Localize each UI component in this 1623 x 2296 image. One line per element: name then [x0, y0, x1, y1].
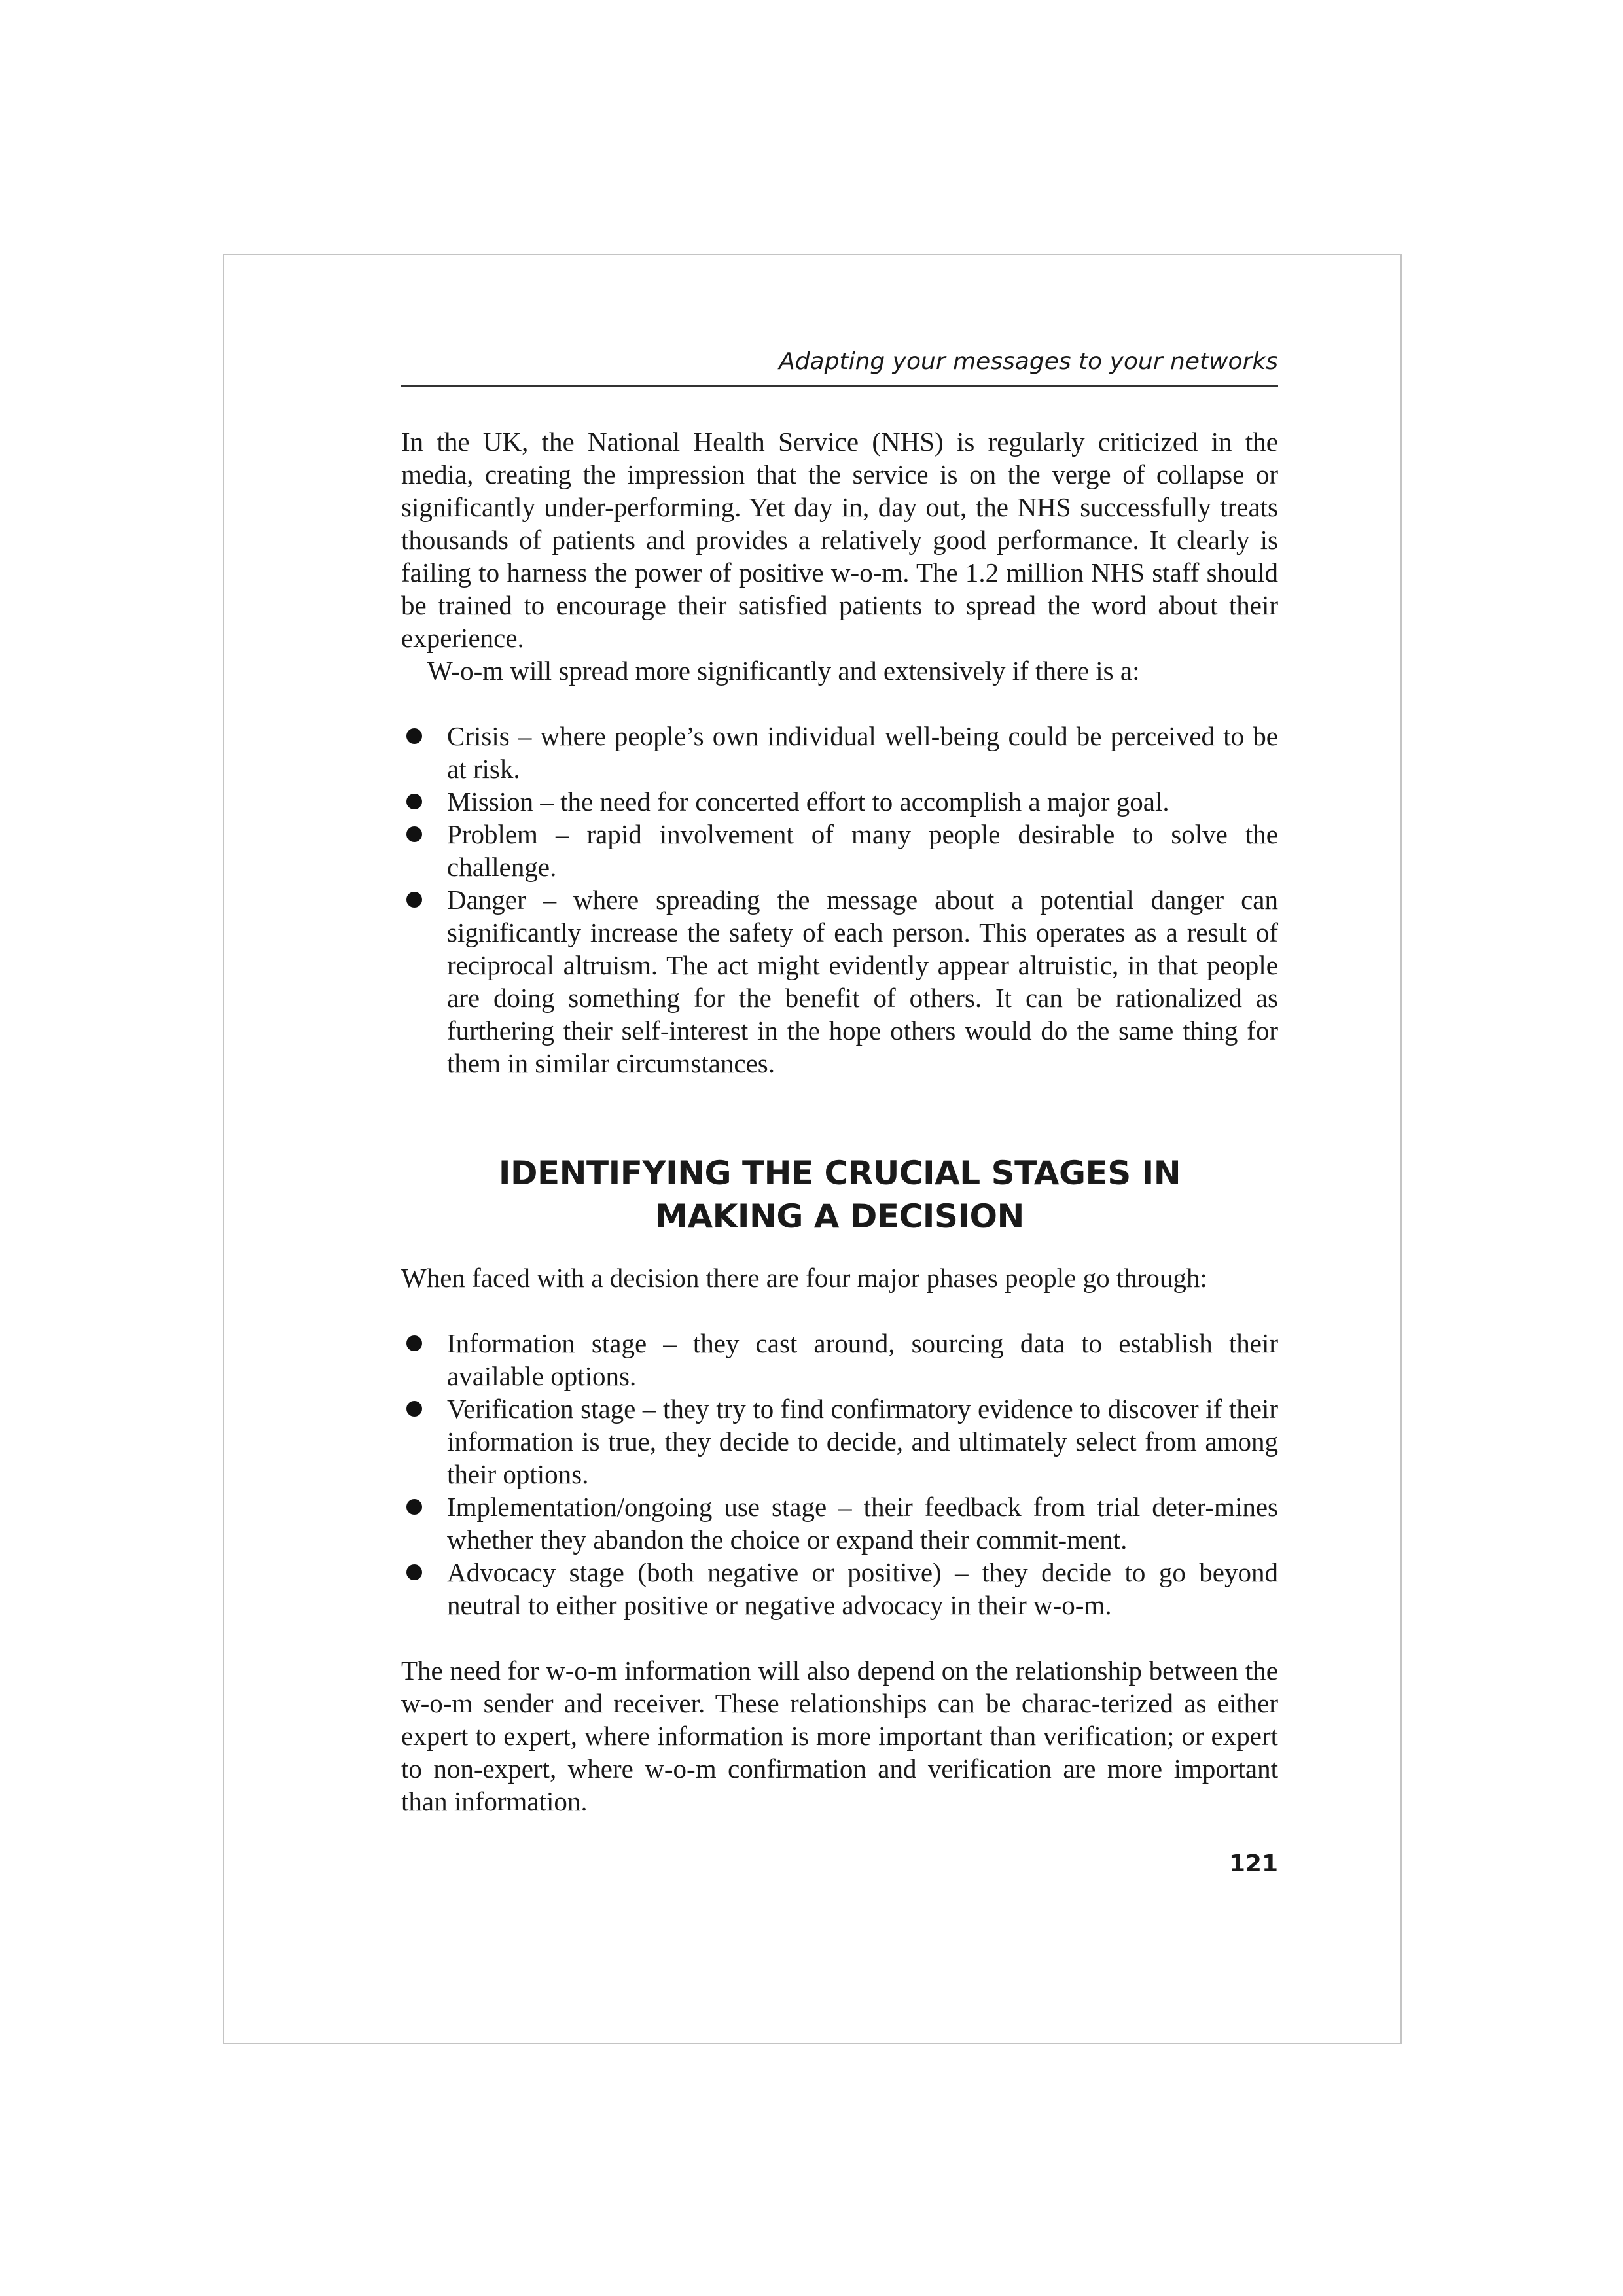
list-item-text: Danger – where spreading the message about a potential danger can significantly increase the safety of each person. This operates as a result of reciprocal altruism. The act might evidently appear altruistic, in that people are doing something for the benefit of others. It can be rationalized as furthering their self-interest in the hope others would do the same thing for them in similar circumstances.	[447, 885, 1278, 1078]
bullet-icon	[406, 1564, 422, 1580]
decision-intro-paragraph: When faced with a decision there are four major phases people go through:	[401, 1263, 1207, 1293]
list-item-text: Mission – the need for concerted effort to accomplish a major goal.	[447, 786, 1169, 817]
bullet-icon	[406, 794, 422, 809]
bullet-icon	[406, 1499, 422, 1515]
lead-in-sentence: W-o-m will spread more significantly and extensively if there is a:	[427, 656, 1140, 686]
list-item-text: Information stage – they cast around, sourcing data to establish their available options.	[447, 1328, 1278, 1391]
list-item-text: Advocacy stage (both negative or positive) – they decide to go beyond neutral to either positive or negative advocacy in their w-o-m.	[447, 1557, 1278, 1620]
decision-stages-list	[401, 1327, 1278, 1621]
intro-paragraph: In the UK, the National Health Service (NHS) is regularly criticized in the media, creating the impression that the service is on the verge of collapse or significantly under-performing. Yet day in, day out, the NHS successfully treats thousands of patients and provides a relatively good performance. It clearly is failing to harness the power of positive w-o-m. The 1.2 million NHS staff should be trained to encourage their satisfied patients to spread the word about their experience.	[401, 427, 1278, 653]
list-item-text: Implementation/ongoing use stage – their feedback from trial deter-mines whether they abandon the choice or expand their commit-ment.	[447, 1492, 1278, 1555]
closing-paragraph: The need for w-o-m information will also depend on the relationship between the w-o-m sender and receiver. These relationships can be charac-terized as either expert to expert, where information is more important than verification; or expert to non-expert, where w-o-m confirmation and verification are more important than information.	[401, 1655, 1278, 1816]
list-item	[401, 818, 1278, 883]
bullet-icon	[406, 826, 422, 842]
page-content	[401, 350, 1278, 1877]
bullet-icon	[406, 728, 422, 744]
running-head: Adapting your messages to your networks	[401, 350, 1278, 387]
list-item	[401, 1491, 1278, 1556]
section-heading: IDENTIFYING THE CRUCIAL STAGES IN MAKING A DECISION	[498, 1154, 1181, 1235]
list-item-text: Crisis – where people’s own individual well-being could be perceived to be at risk.	[447, 721, 1278, 784]
list-item	[401, 720, 1278, 785]
page-number: 121	[1228, 1850, 1278, 1877]
list-item-text: Verification stage – they try to find confirmatory evidence to discover if their information is true, they decide to decide, and ultimately select from among their options.	[447, 1394, 1278, 1489]
list-item	[401, 785, 1278, 818]
bullet-icon	[406, 892, 422, 908]
list-item	[401, 1556, 1278, 1621]
bullet-icon	[406, 1335, 422, 1351]
bullet-icon	[406, 1401, 422, 1417]
list-item	[401, 1392, 1278, 1491]
list-item-text: Problem – rapid involvement of many people desirable to solve the challenge.	[447, 819, 1278, 882]
spread-conditions-list	[401, 720, 1278, 1080]
list-item	[401, 883, 1278, 1080]
list-item	[401, 1327, 1278, 1392]
